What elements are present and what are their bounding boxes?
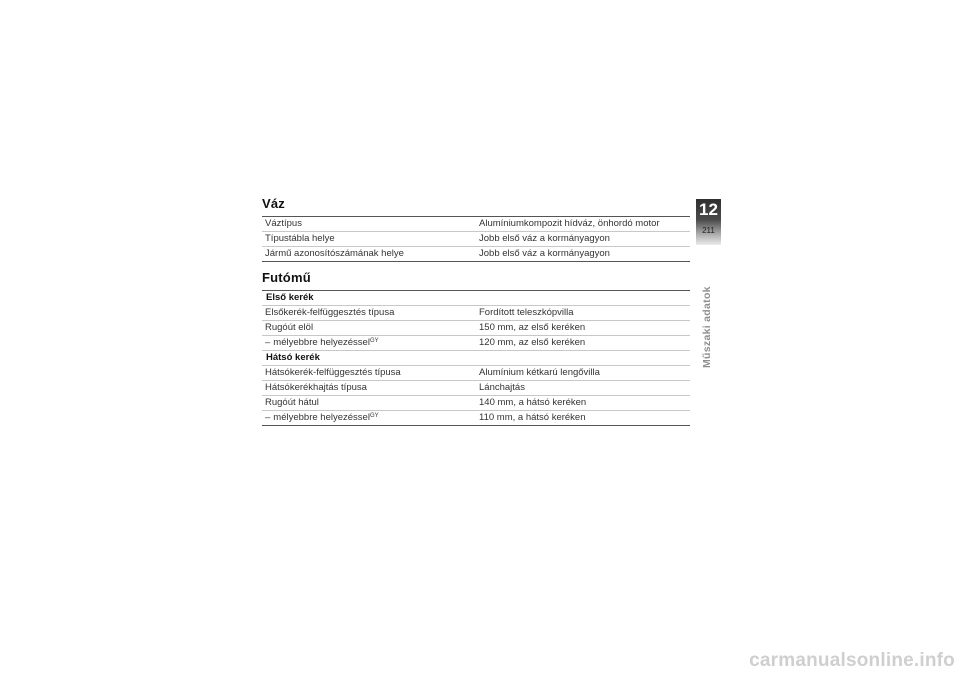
rear-wheel-heading: Hátsó kerék	[262, 351, 690, 366]
table-row	[262, 411, 690, 426]
table-row	[262, 217, 690, 232]
table-row	[262, 232, 690, 247]
front-wheel-heading: Első kerék	[262, 291, 690, 306]
spec-value: Alumíniumkompozit hídváz, önhordó motor	[476, 217, 690, 232]
chassis-section	[262, 270, 690, 426]
spec-value: Lánchajtás	[476, 381, 690, 396]
chapter-label: Műszaki adatok	[701, 286, 713, 368]
spec-label: Elsőkerék-felfüggesztés típusa	[262, 306, 476, 321]
spec-label: Hátsókerékhajtás típusa	[262, 381, 476, 396]
spec-label: Rugóút hátul	[262, 396, 476, 411]
chapter-tab	[696, 199, 721, 245]
spec-label: Típustábla helye	[262, 232, 476, 247]
spec-value: 150 mm, az első keréken	[476, 321, 690, 336]
chassis-spec-table	[262, 290, 690, 426]
frame-section-title: Váz	[262, 196, 286, 211]
list-dash: –	[265, 337, 271, 348]
table-row	[262, 381, 690, 396]
table-row	[262, 321, 690, 336]
chassis-section-title: Futómű	[262, 270, 311, 285]
spec-label: mélyebbre helyezéssel	[273, 337, 370, 348]
spec-value: Alumínium kétkarú lengővilla	[476, 366, 690, 381]
spec-value: 110 mm, a hátsó keréken	[476, 411, 690, 426]
spec-label-cell	[262, 411, 476, 426]
special-equipment-ref: GY	[369, 338, 379, 344]
page-number: 211	[702, 226, 715, 235]
table-row	[262, 366, 690, 381]
spec-label: Hátsókerék-felfüggesztés típusa	[262, 366, 476, 381]
table-row	[262, 306, 690, 321]
spec-value: Jobb első váz a kormányagyon	[476, 232, 690, 247]
watermark: carmanualsonline.info	[749, 650, 955, 671]
spec-value: Jobb első váz a kormányagyon	[476, 247, 690, 262]
frame-spec-table	[262, 216, 690, 262]
spec-label: Jármű azonosítószámának helye	[262, 247, 476, 262]
table-row	[262, 396, 690, 411]
table-subheading-row	[262, 351, 690, 366]
spec-label: Rugóút elöl	[262, 321, 476, 336]
table-row	[262, 336, 690, 351]
spec-label-cell	[262, 336, 476, 351]
table-subheading-row	[262, 291, 690, 306]
chapter-number: 12	[699, 200, 718, 219]
spec-value: Fordított teleszkópvilla	[476, 306, 690, 321]
frame-section	[262, 196, 690, 262]
spec-value: 120 mm, az első keréken	[476, 336, 690, 351]
list-dash: –	[265, 412, 271, 423]
table-row	[262, 247, 690, 262]
spec-value: 140 mm, a hátsó keréken	[476, 396, 690, 411]
spec-label: Váztípus	[262, 217, 476, 232]
special-equipment-ref: GY	[369, 413, 379, 419]
spec-content	[262, 196, 690, 426]
spec-label: mélyebbre helyezéssel	[273, 412, 370, 423]
